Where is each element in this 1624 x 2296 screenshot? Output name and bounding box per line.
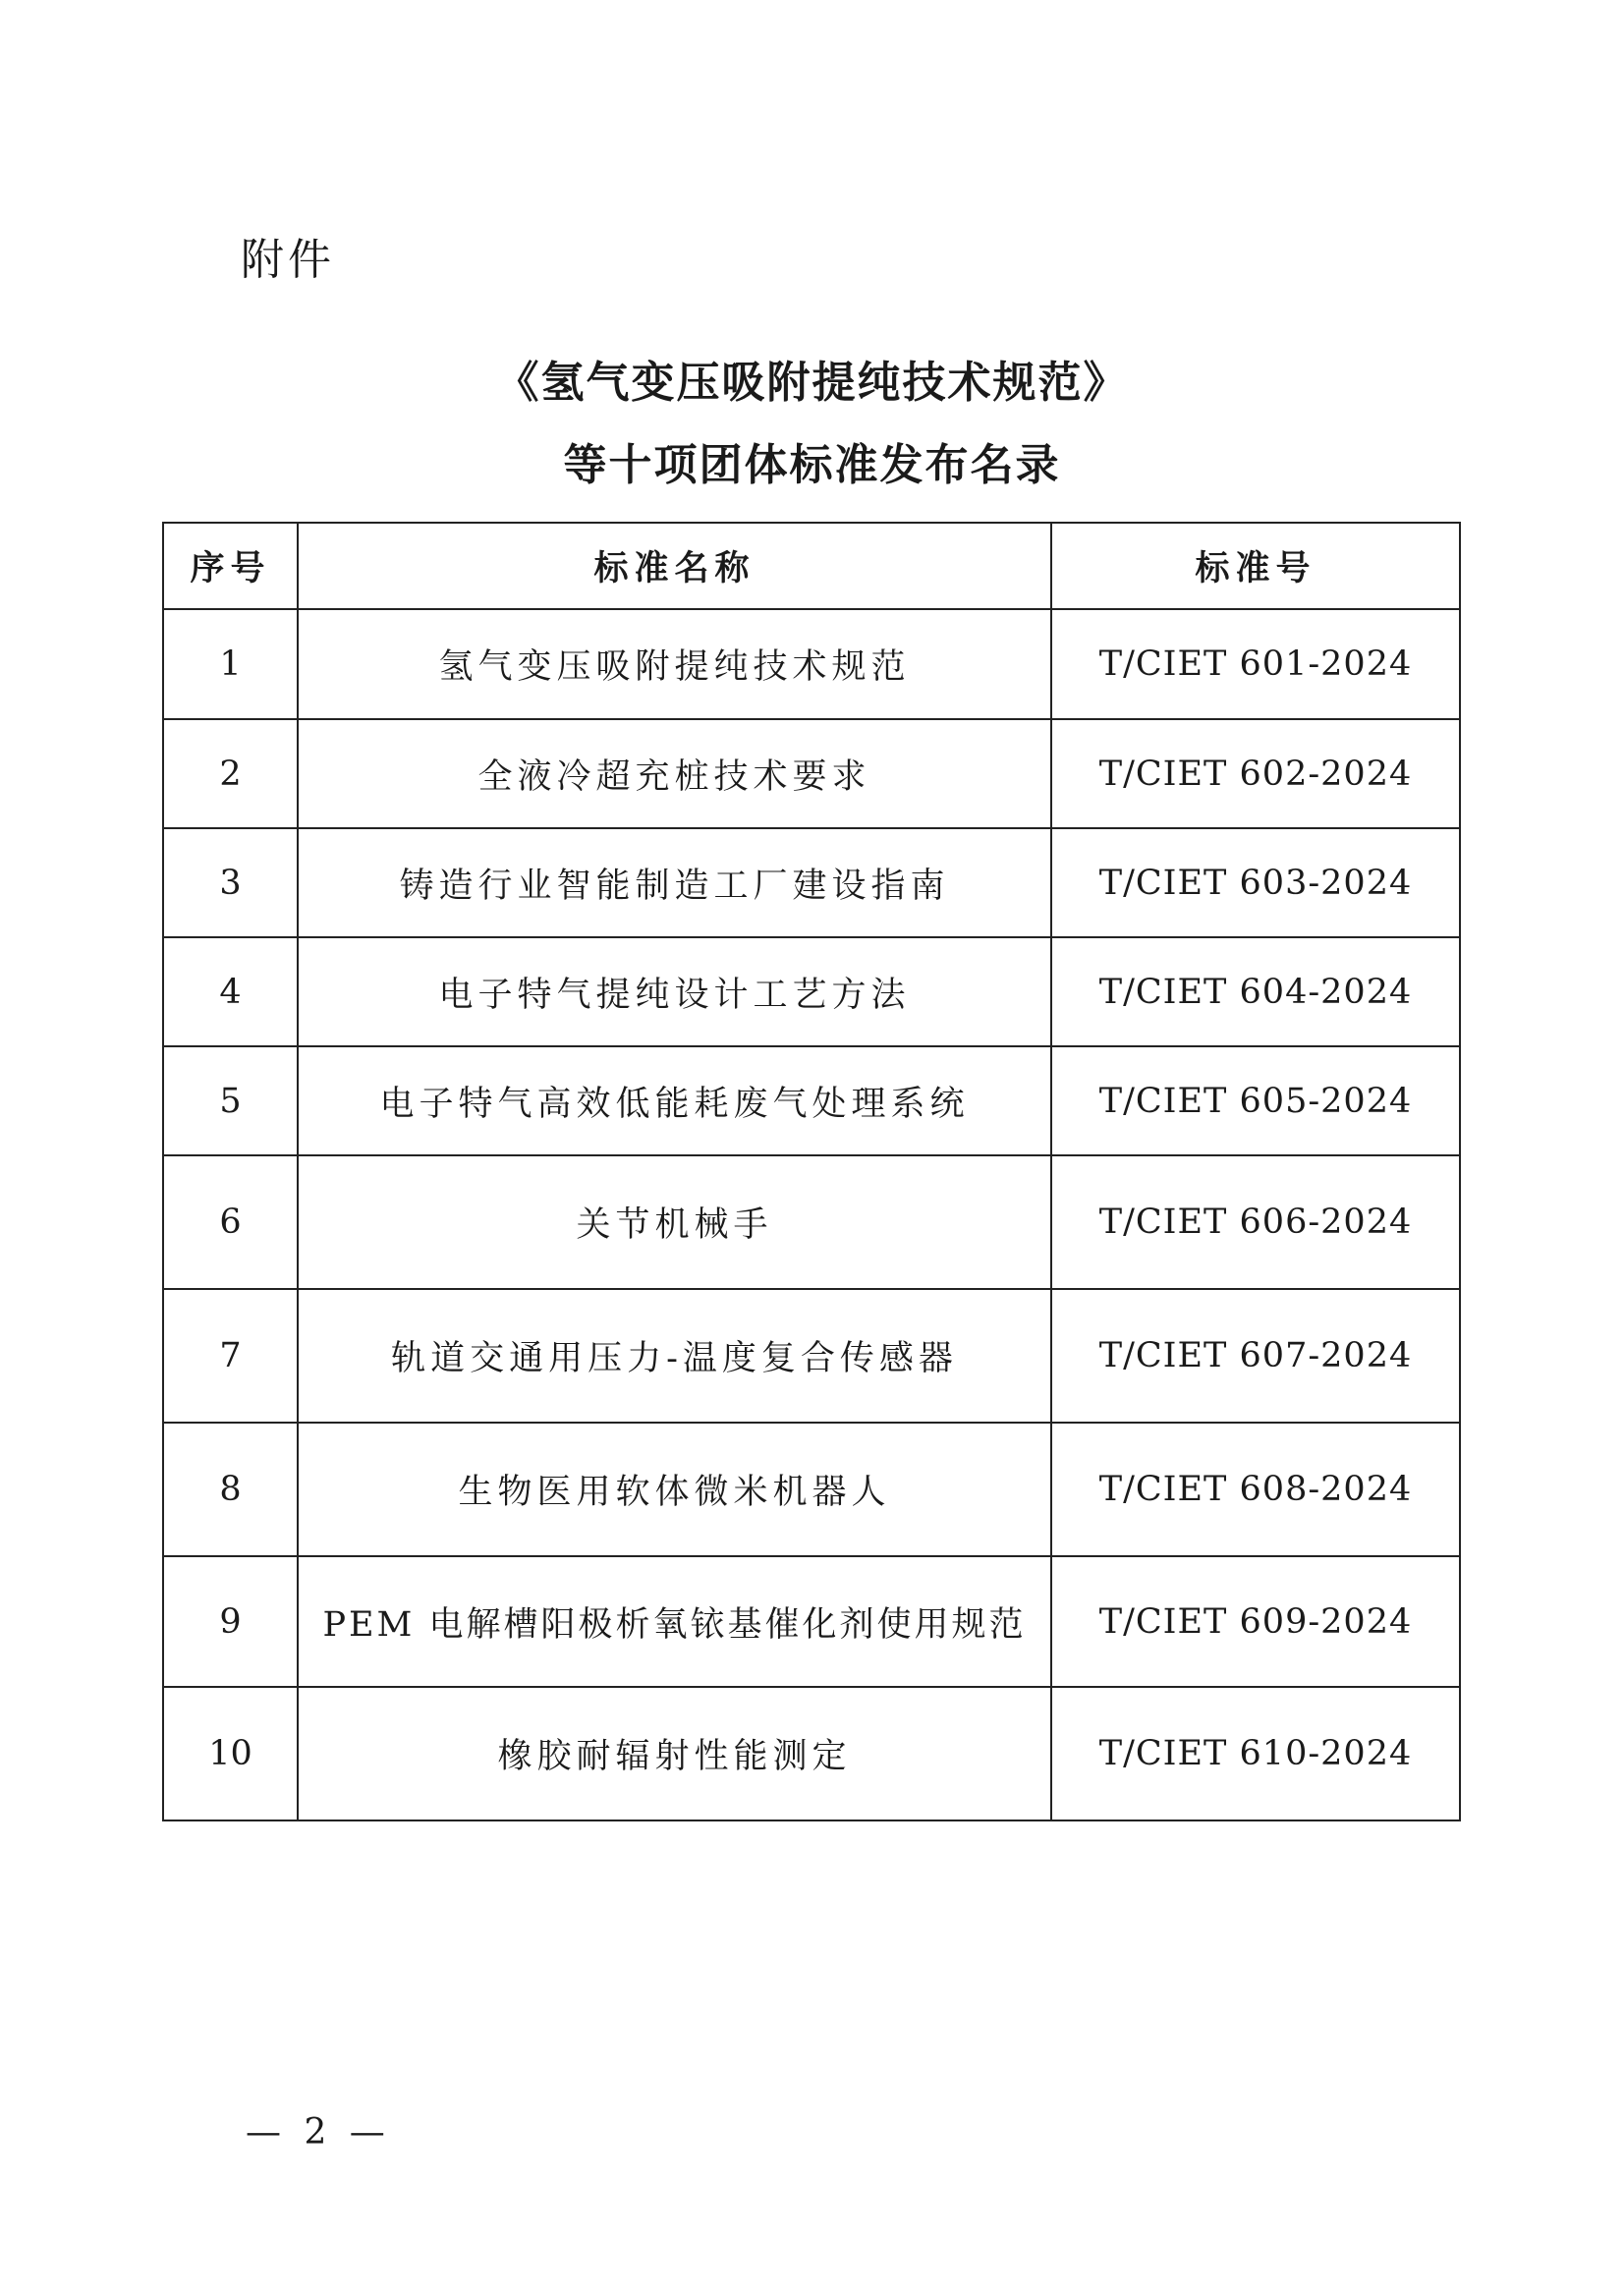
row-number: 8 bbox=[163, 1423, 298, 1556]
table-row bbox=[163, 1046, 1460, 1155]
row-standard-name: 电子特气高效低能耗废气处理系统 bbox=[298, 1046, 1051, 1155]
row-standard-code: T/CIET 603-2024 bbox=[1051, 828, 1460, 937]
row-number: 9 bbox=[163, 1556, 298, 1687]
table-row bbox=[163, 1556, 1460, 1687]
row-number: 5 bbox=[163, 1046, 298, 1155]
row-number: 4 bbox=[163, 937, 298, 1046]
row-number: 6 bbox=[163, 1155, 298, 1289]
row-standard-code: T/CIET 604-2024 bbox=[1051, 937, 1460, 1046]
row-standard-code: T/CIET 602-2024 bbox=[1051, 719, 1460, 828]
row-standard-name: 关节机械手 bbox=[298, 1155, 1051, 1289]
header-serial-number: 序号 bbox=[163, 523, 298, 609]
document-title-line-2: 等十项团体标准发布名录 bbox=[563, 440, 1061, 490]
table-row bbox=[163, 1155, 1460, 1289]
table-row bbox=[163, 609, 1460, 719]
table-row bbox=[163, 1289, 1460, 1423]
row-standard-name: 电子特气提纯设计工艺方法 bbox=[298, 937, 1051, 1046]
table-row bbox=[163, 719, 1460, 828]
row-standard-name: 生物医用软体微米机器人 bbox=[298, 1423, 1051, 1556]
row-standard-code: T/CIET 609-2024 bbox=[1051, 1556, 1460, 1687]
row-number: 3 bbox=[163, 828, 298, 937]
row-number: 1 bbox=[163, 609, 298, 719]
row-standard-name: PEM 电解槽阳极析氧铱基催化剂使用规范 bbox=[298, 1556, 1051, 1687]
header-standard-name: 标准名称 bbox=[298, 523, 1051, 609]
row-standard-code: T/CIET 605-2024 bbox=[1051, 1046, 1460, 1155]
document-title-line-1: 《氢气变压吸附提纯技术规范》 bbox=[495, 358, 1129, 408]
row-standard-name: 轨道交通用压力-温度复合传感器 bbox=[298, 1289, 1051, 1423]
row-standard-name: 铸造行业智能制造工厂建设指南 bbox=[298, 828, 1051, 937]
row-standard-code: T/CIET 606-2024 bbox=[1051, 1155, 1460, 1289]
row-standard-name: 全液冷超充桩技术要求 bbox=[298, 719, 1051, 828]
row-standard-name: 橡胶耐辐射性能测定 bbox=[298, 1687, 1051, 1820]
row-standard-code: T/CIET 608-2024 bbox=[1051, 1423, 1460, 1556]
table-row bbox=[163, 937, 1460, 1046]
row-number: 10 bbox=[163, 1687, 298, 1820]
page-number: — 2 — bbox=[246, 2112, 391, 2153]
table-row bbox=[163, 1423, 1460, 1556]
table-row bbox=[163, 1687, 1460, 1820]
row-number: 7 bbox=[163, 1289, 298, 1423]
row-number: 2 bbox=[163, 719, 298, 828]
row-standard-code: T/CIET 610-2024 bbox=[1051, 1687, 1460, 1820]
row-standard-code: T/CIET 601-2024 bbox=[1051, 609, 1460, 719]
row-standard-code: T/CIET 607-2024 bbox=[1051, 1289, 1460, 1423]
table-header-row bbox=[163, 523, 1460, 609]
attachment-label: 附件 bbox=[241, 235, 335, 285]
standards-table bbox=[162, 522, 1461, 1821]
table-row bbox=[163, 828, 1460, 937]
header-standard-code: 标准号 bbox=[1051, 523, 1460, 609]
row-standard-name: 氢气变压吸附提纯技术规范 bbox=[298, 609, 1051, 719]
